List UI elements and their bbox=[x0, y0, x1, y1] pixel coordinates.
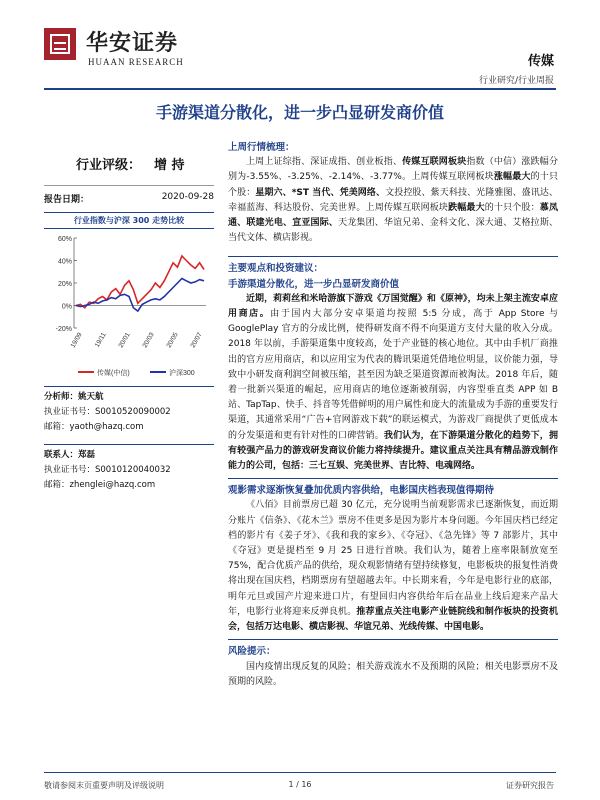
section-divider bbox=[228, 478, 558, 479]
footer-label: 证券研究报告 bbox=[506, 781, 554, 790]
x-tick-label: 19/11 bbox=[93, 331, 108, 349]
section-divider bbox=[228, 639, 558, 640]
section-heading: 主要观点和投资建议： bbox=[228, 263, 324, 275]
contact-email[interactable]: 邮箱：zhenglei@hazq.com bbox=[44, 480, 156, 490]
y-tick-label: 60% bbox=[57, 236, 72, 243]
section-heading: 上周行情梳理： bbox=[228, 142, 295, 153]
x-tick-label: 19/09 bbox=[69, 331, 84, 350]
analyst-cert: 执业证书号：S0010520090002 bbox=[44, 407, 171, 417]
report-title: 手游渠道分散化，进一步凸显研发商价值 bbox=[155, 103, 444, 122]
page-number: 1 / 16 bbox=[288, 780, 312, 789]
date-value: 2020-09-28 bbox=[161, 192, 214, 202]
brand-name: 华安证券 bbox=[86, 30, 179, 56]
paragraph: 国内疫情出现反复的风险；相关游戏流水不及预期的风险；相关电影票房不及预期的风险。 bbox=[228, 661, 558, 687]
legend-label: 沪深300 bbox=[169, 370, 195, 377]
rating-value: 增 持 bbox=[154, 158, 185, 173]
contact-name: 联系人：郑磊 bbox=[44, 450, 96, 460]
paragraph: 上周上证综指、深证成指、创业板指、传媒互联网板块指数（中信）涨跌幅分别为-3.55%、-3.25%、-2.14%、-3.77%。上周传媒互联网板块涨幅最大的十只个股：星期六、*ST 当代、凭美网络、文投控股、紫天科技、光隆雅图、盛讯达、幸福蓝海、科达股份、完美世界。上周传媒互联网板块跌幅最大的十只个股：慕凤通、联建光电、宣亚国际、天龙集团、华谊兄弟、金科文化、深大通、艾格拉斯、当代文体、横店影视。 bbox=[228, 157, 558, 244]
series-line-1 bbox=[76, 279, 204, 312]
date-label: 报告日期： bbox=[44, 195, 90, 205]
legend-label: 传媒(中信) bbox=[97, 370, 130, 377]
series-line-0 bbox=[76, 256, 204, 308]
section-divider bbox=[44, 386, 214, 387]
x-tick-label: 20/07 bbox=[189, 331, 204, 350]
chart-title: 行业指数与沪深 300 走势比较 bbox=[44, 212, 214, 229]
brand-name-en: HUAAN RESEARCH bbox=[88, 57, 184, 67]
analyst-block bbox=[44, 390, 214, 435]
section-divider bbox=[228, 256, 558, 257]
brand-logo bbox=[44, 28, 76, 60]
x-tick-label: 20/03 bbox=[141, 331, 156, 350]
analyst-email[interactable]: 邮箱：yaoth@hazq.com bbox=[44, 422, 144, 432]
x-tick-label: 20/05 bbox=[165, 331, 180, 350]
analyst-name: 分析师：姚天航 bbox=[44, 392, 104, 402]
report-type: 行业研究/行业周报 bbox=[478, 76, 554, 86]
y-tick-label: 0% bbox=[61, 303, 72, 311]
index-comparison-chart bbox=[44, 232, 214, 382]
industry-label: 传媒 bbox=[527, 54, 554, 69]
y-tick-label: 40% bbox=[57, 258, 72, 266]
rating-label: 行业评级： bbox=[76, 158, 142, 173]
y-tick-label: -20% bbox=[55, 326, 72, 333]
contact-block bbox=[44, 448, 214, 493]
paragraph: 近期，莉莉丝和米哈游旗下游戏《万国觉醒》和《原神》，均未上架主流安卓应用商店。由于国内大部分安卓渠道均按照 5:5 分成，高于 App Store 与 GooglePlay 官方的分成比例，使得研发商不得不向渠道方支付大量的收入分成。2018 年以前，手游渠道集中度较高，处于产业链的核心地位。其中由手机厂商推出的官方应用商店，和以应用宝为代表的腾讯渠道凭借地位明显，议价能力强，导致中小研发商利润空间被压缩，甚至因为缺乏渠道资源而被淘汰。2018 年后，随着一批新兴渠道的崛起，应用商店的地位逐渐被削弱，内容型垂直类 APP 如 B 站、TapTap、快手、抖音等凭借鲜明的用户属性和庞大的流量成为手游的重要发行渠道，其通常采用“广告+官网游戏下载”的联运模式，为游戏厂商提供了更低成本的分发渠道和更有针对性的口碑营销。我们认为，在下游渠道分散化的趋势下，拥有较强产品力的游戏研发商议价能力将持续提升。建议重点关注具有精品游戏制作能力的公司，包括：三七互娱、完美世界、吉比特、电魂网络。 bbox=[228, 293, 558, 472]
report-date bbox=[44, 192, 214, 205]
subsection-heading: 手游渠道分散化，进一步凸显研发商价值 bbox=[228, 278, 400, 290]
section-divider bbox=[44, 444, 214, 445]
main-content bbox=[228, 140, 558, 690]
x-tick-label: 20/01 bbox=[117, 331, 132, 350]
section-heading: 风险提示： bbox=[228, 646, 276, 658]
rating-box bbox=[44, 140, 214, 186]
paragraph: 《八佰》目前票房已超 30 亿元，充分说明当前观影需求已逐渐恢复，而近期分账片《信条》、《花木兰》票房不佳更多是因为影片本身问题。今年国庆档已经定档的影片有《姜子牙》、《我和我的家乡》、《夺冠》、《急先锋》等 7 部影片，其中《夺冠》更是提档至 9 月 25 日进行首映。我们认为，随着上座率限制放宽至 75%，配合优质产品的供给，现众观影情绪有望持续修复，电影板块的报复性消费将出现在国庆档，档期票房有望超越去年。中长期来看，今年是电影行业的底部，明年元旦或国产片迎来进口片，有望回归内容供给年后在品业上线后迎来产品大年，电影行业将迎来反弹良机。推荐重点关注电影产业链院线和制作板块的投资机会，包括万达电影、横店影视、华谊兄弟、光线传媒、中国电影。 bbox=[228, 500, 558, 633]
header-divider bbox=[44, 88, 556, 90]
footer-divider bbox=[44, 772, 556, 773]
footer-disclaimer[interactable]: 敬请参阅末页重要声明及评级说明 bbox=[44, 781, 164, 790]
subsection-heading: 观影需求逐渐恢复叠加优质内容供给，电影国庆档表现值得期待 bbox=[228, 485, 495, 497]
y-tick-label: 20% bbox=[57, 281, 72, 288]
contact-cert: 执业证书号：S0010120040032 bbox=[44, 465, 171, 475]
